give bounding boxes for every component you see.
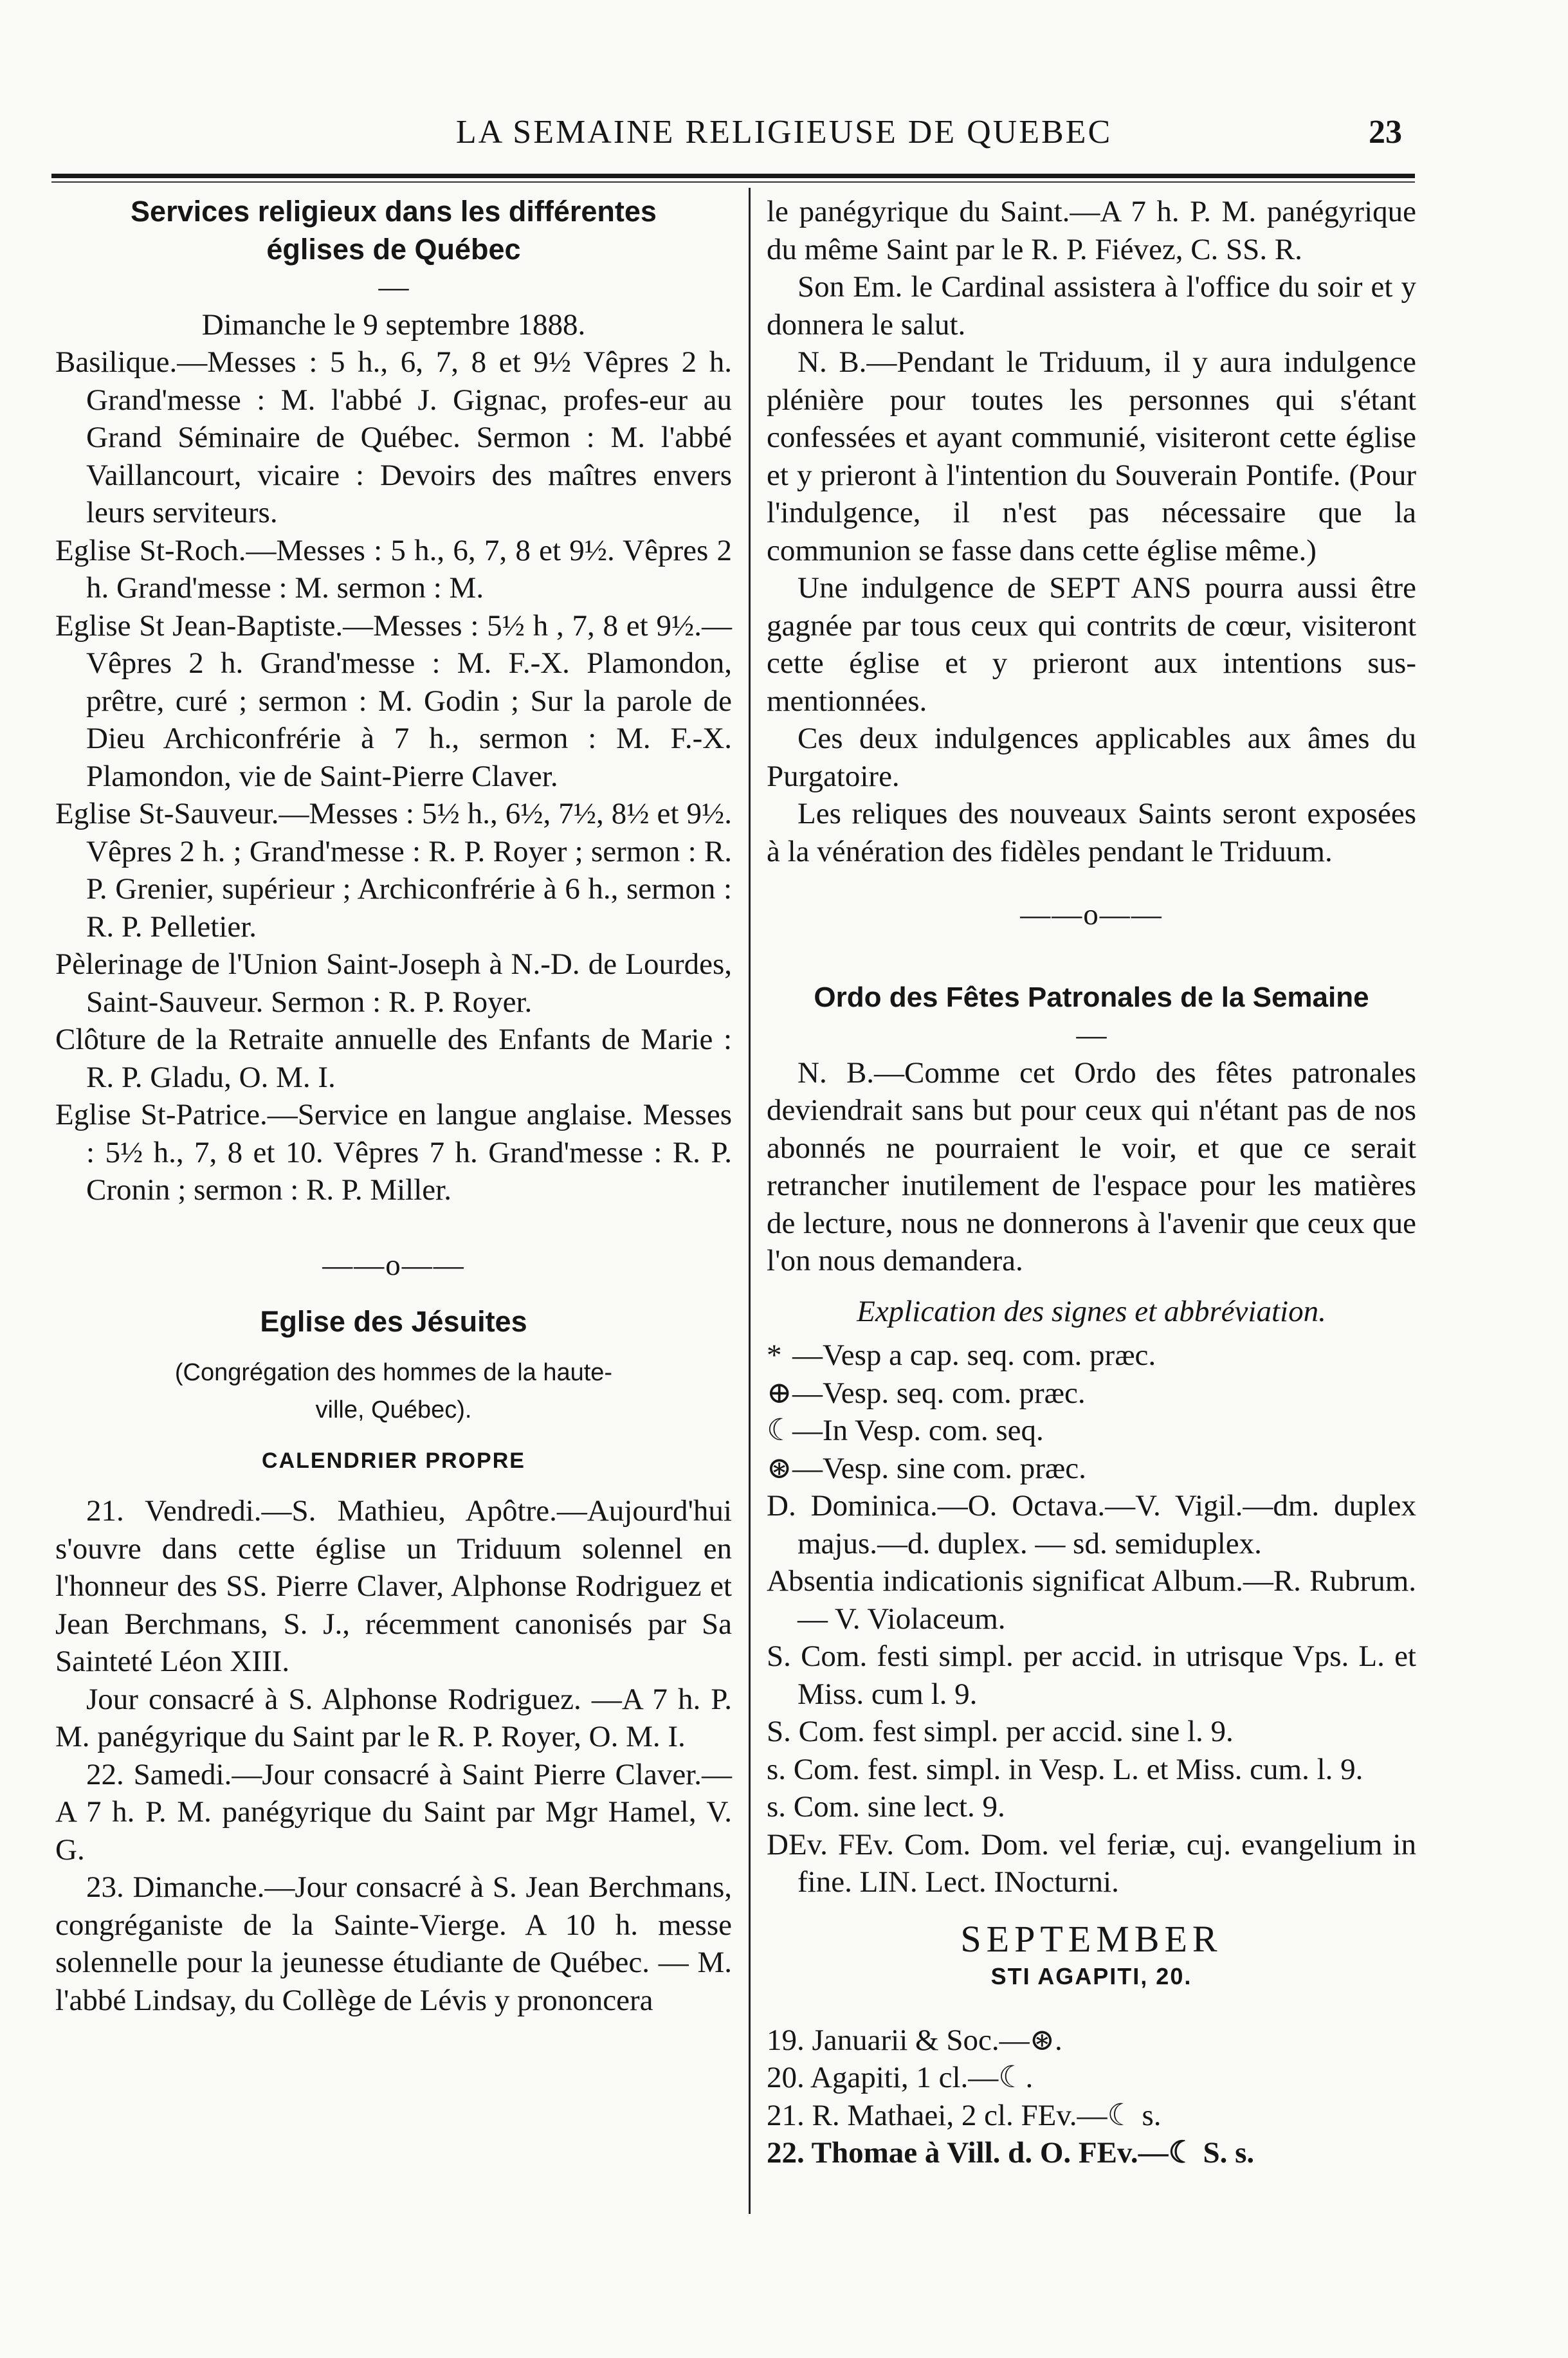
running-title: LA SEMAINE RELIGIEUSE DE QUEBEC — [455, 114, 1113, 151]
separator: ——o—— — [322, 1248, 465, 1282]
asterisk-icon: * — [767, 1339, 782, 1372]
column-divider — [749, 188, 751, 2214]
september-days — [767, 2022, 1416, 2172]
nb-sept-ans: Une indulgence de SEPT ANS pourra aussi être gagnée par tous ceux qui contrits de cœur, visiteront cette église et y prieront aux intentions sus-mentionnées. — [767, 571, 1416, 718]
circled-star-icon: ⊛ — [767, 1451, 792, 1485]
abbr-s3: s. Com. fest. simpl. in Vesp. L. et Miss. cum. l. 9. — [767, 1752, 1363, 1786]
separator-right: ——o—— — [1020, 898, 1163, 931]
list-item: 22. Thomae à Vill. d. O. FEv.—☾ S. s. — [767, 2136, 1255, 2170]
jesuites-subheading: (Congrégation des hommes de la haute-ville, Québec). — [174, 1358, 613, 1423]
abbr-dominica: D. Dominica.—O. Octava.—V. Vigil.—dm. duplex majus.—d. duplex. — sd. semiduplex. — [767, 1489, 1416, 1560]
header-rule — [51, 174, 1415, 178]
sti-agapiti: STI AGAPITI, 20. — [990, 1963, 1192, 1989]
september-heading: SEPTEMBER — [960, 1917, 1223, 1960]
nb-reliques: Les reliques des nouveaux Saints seront exposées à la vénération des fidèles pendant le Triduum. — [767, 797, 1416, 868]
pelerinage-entry: Pèlerinage de l'Union Saint-Joseph à N.-D. de Lourdes, Saint-Sauveur. Sermon : R. P. Royer. — [55, 947, 732, 1019]
calendar-item-21: 21. Vendredi.—S. Mathieu, Apôtre.—Aujourd'hui s'ouvre dans cette église un Triduum solennel en l'honneur des SS. Pierre Claver, Alphonse Rodriguez et Jean Berchmans, S. J., récemment canonisés par Sa Sainteté Léon XIII. — [55, 1494, 732, 1678]
services-heading-2: églises de Québec — [266, 232, 521, 266]
abbr-s2: S. Com. fest simpl. per accid. sine l. 9. — [767, 1715, 1234, 1748]
ordo-heading: Ordo des Fêtes Patronales de la Semaine — [814, 981, 1369, 1013]
cloture-entry: Clôture de la Retraite annuelle des Enfants de Marie : R. P. Gladu, O. M. I. — [55, 1023, 732, 1094]
calendar-item-23: 23. Dimanche.—Jour consacré à S. Jean Berchmans, congréganiste de la Sainte-Vierge. A 10 h. messe solennelle pour la jeunesse étudiante de Québec. — M. l'abbé Lindsay, du Collège de Lévis y prononcera — [55, 1870, 732, 2017]
abbr-s1: S. Com. festi simpl. per accid. in utrisque Vps. L. et Miss. cum l. 9. — [767, 1640, 1416, 1711]
sign-3: ☾—In Vesp. com. seq. — [767, 1412, 1416, 1450]
sign-1: * —Vesp a cap. seq. com. præc. — [767, 1337, 1416, 1375]
left-column — [55, 193, 732, 2019]
page-number: 23 — [1369, 114, 1402, 151]
sign-4: ⊛—Vesp. sine com. præc. — [767, 1450, 1416, 1488]
st-sauveur-entry: Eglise St-Sauveur.—Messes : 5½ h., 6½, 7½, 8½ et 9½. Vêpres 2 h. ; Grand'messe : R. P. Royer ; sermon : R. P. Grenier, supérieur ; Archiconfrérie à 6 h., sermon : R. P. Pelletier. — [55, 797, 732, 944]
st-roch-entry: Eglise St-Roch.—Messes : 5 h., 6, 7, 8 et 9½. Vêpres 2 h. Grand'messe : M. sermon : M. — [55, 533, 732, 605]
circled-plus-icon: ⊕ — [767, 1376, 792, 1410]
nb-triduum: N. B.—Pendant le Triduum, il y aura indulgence plénière pour toutes les personnes qui s'étant confessées et ayant communié, visiteront cette église et y prieront à l'intention du Souverain Pontife. (Pour l'indulgence, il n'est pas nécessaire que la communion se fasse dans cette église même.) — [767, 345, 1416, 567]
list-item: 19. Januarii & Soc.—⊛. — [767, 2023, 1062, 2057]
page-header — [0, 108, 1568, 160]
basilique-entry: Basilique.—Messes : 5 h., 6, 7, 8 et 9½ Vêpres 2 h. Grand'messe : M. l'abbé J. Gignac, profes-eur au Grand Séminaire de Québec. Sermon : M. l'abbé Vaillancourt, vicaire : Devoirs des maîtres envers leurs serviteurs. — [55, 345, 732, 529]
right-column — [767, 193, 1416, 2172]
abbr-s4: s. Com. sine lect. 9. — [767, 1790, 1005, 1823]
short-dash: — — [378, 270, 409, 304]
st-jean-entry: Eglise St Jean-Baptiste.—Messes : 5½ h , 7, 8 et 9½.—Vêpres 2 h. Grand'messe : M. F.-X. Plamondon, prêtre, curé ; sermon : M. Godin ; Sur la parole de Dieu Archiconfrérie à 7 h., sermon : M. F.-X. Plamondon, vie de Saint-Pierre Claver. — [55, 608, 732, 793]
calendar-item-22: 22. Samedi.—Jour consacré à Saint Pierre Claver.—A 7 h. P. M. panégyrique du Saint par Mgr Hamel, V. G. — [55, 1757, 732, 1867]
header-rule-thin — [51, 181, 1415, 183]
explication-heading: Explication des signes et abbréviation. — [857, 1294, 1326, 1328]
crescent-icon: ☾ — [767, 1414, 794, 1447]
nb-purgatoire: Ces deux indulgences applicables aux âmes du Purgatoire. — [767, 722, 1416, 793]
abbr-dev: DEv. FEv. Com. Dom. vel feriæ, cuj. evangelium in fine. LIN. Lect. INocturni. — [767, 1827, 1416, 1899]
service-date: Dimanche le 9 septembre 1888. — [201, 307, 586, 342]
services-heading: Services religieux dans les différentes — [131, 195, 657, 228]
sign-2: ⊕—Vesp. seq. com. præc. — [767, 1375, 1416, 1412]
st-patrice-entry: Eglise St-Patrice.—Service en langue anglaise. Messes : 5½ h., 7, 8 et 10. Vêpres 7 h. Grand'messe : R. P. Cronin ; sermon : R. P. Miller. — [55, 1098, 732, 1207]
ordo-note: N. B.—Comme cet Ordo des fêtes patronales deviendrait sans but pour ceux qui n'étant pas de nos abonnés ne pourraient le voir, et que ce serait retrancher inutilement de l'espace pour les matières de lecture, nous ne donnerons à l'avenir que ceux que l'on nous demandera. — [767, 1056, 1416, 1277]
continuation-1: le panégyrique du Saint.—A 7 h. P. M. panégyrique du même Saint par le R. P. Fiévez, C. SS. R. — [767, 195, 1416, 266]
calendrier-heading: CALENDRIER PROPRE — [262, 1448, 525, 1473]
ordo-dash: — — [1076, 1018, 1107, 1052]
calendar-item-21b: Jour consacré à S. Alphonse Rodriguez. —A 7 h. P. M. panégyrique du Saint par le R. P. Royer, O. M. I. — [55, 1682, 732, 1753]
jesuites-heading: Eglise des Jésuites — [260, 1305, 527, 1338]
abbr-absentia: Absentia indicationis significat Album.—R. Rubrum.— V. Violaceum. — [767, 1564, 1416, 1636]
list-item: 21. R. Mathaei, 2 cl. FEv.—☾ s. — [767, 2098, 1162, 2132]
continuation-2: Son Em. le Cardinal assistera à l'office du soir et y donnera le salut. — [767, 270, 1416, 342]
list-item: 20. Agapiti, 1 cl.—☾. — [767, 2061, 1034, 2094]
